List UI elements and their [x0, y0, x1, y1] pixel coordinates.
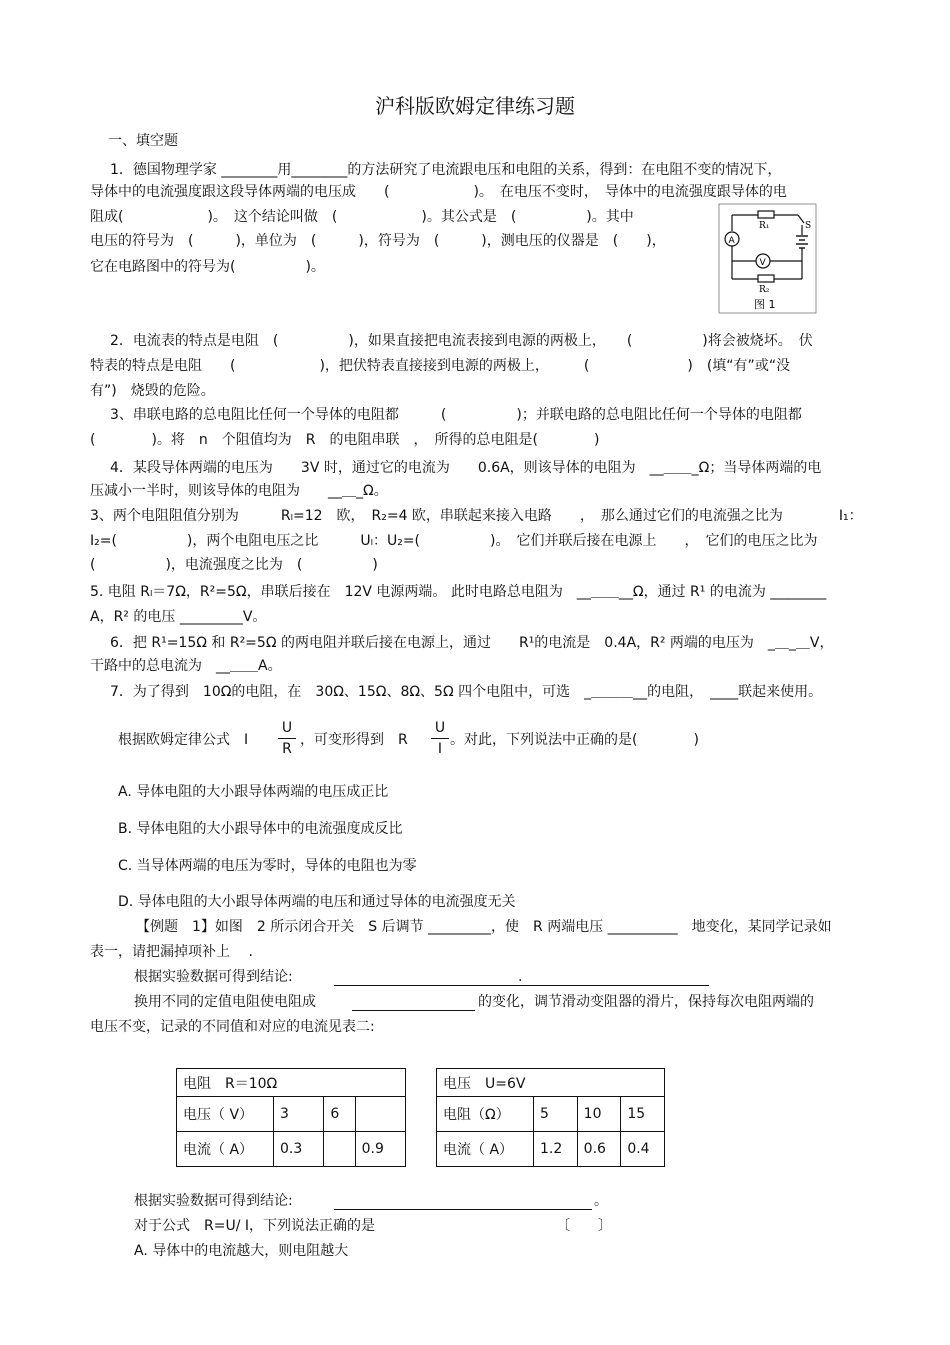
q2-line3: 有”) 烧毁的危险。 — [90, 383, 215, 399]
r2-label: R₂ — [759, 285, 770, 295]
page-title: 沪科版欧姆定律练习题 — [375, 94, 575, 118]
q5-line3: ( )，电流强度之比为 ( ) — [90, 557, 378, 573]
table-cell-blank — [355, 1097, 405, 1132]
resistor-r1 — [758, 211, 774, 218]
conclusion2-blank — [334, 1209, 592, 1210]
option-d: D. 导体电阻的大小跟导体两端的电压和通过导体的电流强度无关 — [118, 894, 516, 910]
tail-option-a: A. 导体中的电流越大，则电阻越大 — [134, 1243, 349, 1259]
table-cell-blank — [324, 1132, 355, 1167]
voltmeter-label: V — [759, 258, 766, 268]
q9-prefix: 根据欧姆定律公式 I — [118, 732, 249, 748]
q7-line2: 干路中的总电流为 __＿＿A。 — [90, 658, 282, 674]
example1-line4: 电压不变，记录的不同值和对应的电流见表二: — [90, 1019, 375, 1035]
q3-line1: 3、串联电路的总电阻比任何一个导体的电阻都 ( )；并联电路的总电阻比任何一个导体的电阻都 — [110, 407, 802, 423]
option-c: C. 当导体两端的电压为零时，导体的电阻也为零 — [118, 858, 417, 874]
resistor-r2 — [758, 275, 774, 282]
table1-row2-label: 电流（ A） — [177, 1132, 274, 1167]
q1-line1: 1．德国物理学家 ________用________的方法研究了电流跟电压和电阻的关系，得到：在电阻不变的情况下， — [110, 162, 782, 178]
fraction1-numerator: U — [281, 720, 293, 736]
switch-label: S — [805, 221, 812, 231]
table-row — [437, 1132, 665, 1167]
q1-line4: 电压的符号为 ( )，单位为 ( )，符号为 ( )，测电压的仪器是 ( )， — [90, 233, 666, 249]
figure-caption: 图 1 — [754, 298, 776, 311]
q6-line1: 5. 电阻 Rₗ＝7Ω，R²=5Ω，串联后接在 12V 电源两端。 此时电路总电阻为 __＿＿__Ω，通过 R¹ 的电流为 ________ — [90, 584, 827, 600]
example1-line1: 【例题 1】如图 2 所示闭合开关 S 后调节 _________，使 R 两端电压 __________ 地变化，某同学记录如 — [136, 919, 832, 935]
q9-suffix: 。对此，下列说法中正确的是( ) — [450, 732, 699, 748]
q1-line5: 它在电路图中的符号为( )。 — [90, 259, 325, 275]
q2-line2: 特表的特点是电阻 ( )，把伏特表直接接到电源的两极上， ( ) (填“有”或“没 — [90, 358, 791, 374]
q3-line2: ( )。将 n 个阻值均为 R 的电阻串联 ， 所得的总电阻是( ) — [90, 432, 600, 448]
resistance-change-blank — [352, 1010, 475, 1011]
q4-line1: 4．某段导体两端的电压为 3V 时，通过它的电流为 0.6A，则该导体的电阻为 __＿＿_Ω；当导体两端的电 — [110, 460, 822, 476]
table-cell: 0.6 — [577, 1132, 621, 1167]
r1-label: R₁ — [759, 221, 770, 231]
q4-line2: 压减小一半时，则该导体的电阻为 __＿_Ω。 — [90, 483, 388, 499]
q5-line2: I₂=( )，两个电阻电压之比 Uₗ：U₂=( )。 它们并联后接在电源上 ， 它们的电压之比为 — [90, 533, 818, 549]
table-cell: 10 — [577, 1097, 621, 1132]
q2-line1: 2．电流表的特点是电阻 ( )，如果直接把电流表接到电源的两极上， ( )将会被烧坏。 伏 — [110, 333, 813, 349]
fraction2-numerator: U — [434, 720, 446, 736]
table2-row1-label: 电阻（Ω） — [437, 1097, 534, 1132]
conclusion1-end: . — [518, 969, 523, 985]
table2-row2-label: 电流（ A） — [437, 1132, 534, 1167]
example1-line3b: 的变化，调节滑动变阻器的滑片，保持每次电阻两端的 — [478, 994, 814, 1010]
section-heading: 一、填空题 — [108, 133, 178, 149]
answer-bracket: 〔 〕 — [556, 1218, 612, 1234]
table-one — [176, 1068, 406, 1167]
table-row — [177, 1097, 406, 1132]
formula-i-equals-u-over-r — [278, 720, 296, 757]
q9-mid: ，可变形得到 R — [300, 732, 408, 748]
table-cell: 1.2 — [534, 1132, 578, 1167]
conclusion1-label: 根据实验数据可得到结论: — [134, 969, 293, 985]
q7-line1: 6．把 R¹=15Ω 和 R²=5Ω 的两电阻并联后接在电源上，通过 R¹的电流是 0.4A，R² 两端的电压为 _＿_＿V， — [110, 635, 834, 651]
q1-line3: 阻成( )。 这个结论叫做 ( )。其公式是 ( )。其中 — [90, 209, 634, 225]
table-row — [177, 1132, 406, 1167]
table-cell: 6 — [324, 1097, 355, 1132]
fraction1-denominator: R — [282, 741, 292, 757]
table-two — [436, 1068, 665, 1167]
table-cell: 0.9 — [355, 1132, 405, 1167]
example1-line2: 表一，请把漏掉项补上 . — [90, 944, 253, 960]
ammeter-label: A — [728, 236, 735, 246]
conclusion2-end: 。 — [594, 1193, 608, 1209]
table2-header: 电压 U=6V — [437, 1069, 665, 1097]
table-cell: 0.3 — [274, 1132, 324, 1167]
circuit-figure-1 — [718, 203, 818, 315]
conclusion2-label: 根据实验数据可得到结论: — [134, 1193, 293, 1209]
q6-line2: A，R² 的电压 _________V。 — [90, 609, 267, 625]
table1-header: 电阻 R＝10Ω — [177, 1069, 406, 1097]
table-cell: 3 — [274, 1097, 324, 1132]
table1-row1-label: 电压（ V） — [177, 1097, 274, 1132]
fraction2-denominator: I — [437, 741, 443, 757]
option-a: A. 导体电阻的大小跟导体两端的电压成正比 — [118, 784, 389, 800]
table-cell: 5 — [534, 1097, 578, 1132]
example1-line3: 换用不同的定值电阻使电阻成 — [134, 994, 316, 1010]
table-cell: 15 — [621, 1097, 665, 1132]
q8-line: 7．为了得到 10Ω的电阻，在 30Ω、15Ω、8Ω、5Ω 四个电阻中，可选 _＿＿＿__的电阻， ____联起来使用。 — [110, 684, 823, 700]
switch-s — [798, 215, 804, 223]
table-cell: 0.4 — [621, 1132, 665, 1167]
option-b: B. 导体电阻的大小跟导体中的电流强度成反比 — [118, 821, 403, 837]
q5-line1: 3、两个电阻阻值分别为 Rₗ=12 欧， R₂=4 欧，串联起来接入电路 ， 那么通过它们的电流强之比为 I₁： — [90, 508, 863, 524]
formula-question: 对于公式 R=U/ I，下列说法正确的是 — [134, 1218, 376, 1234]
table-row — [437, 1097, 665, 1132]
formula-r-equals-u-over-i — [431, 720, 449, 757]
q1-line2: 导体中的电流强度跟这段导体两端的电压成 ( )。 在电压不变时， 导体中的电流强度跟导体的电 — [90, 184, 787, 200]
